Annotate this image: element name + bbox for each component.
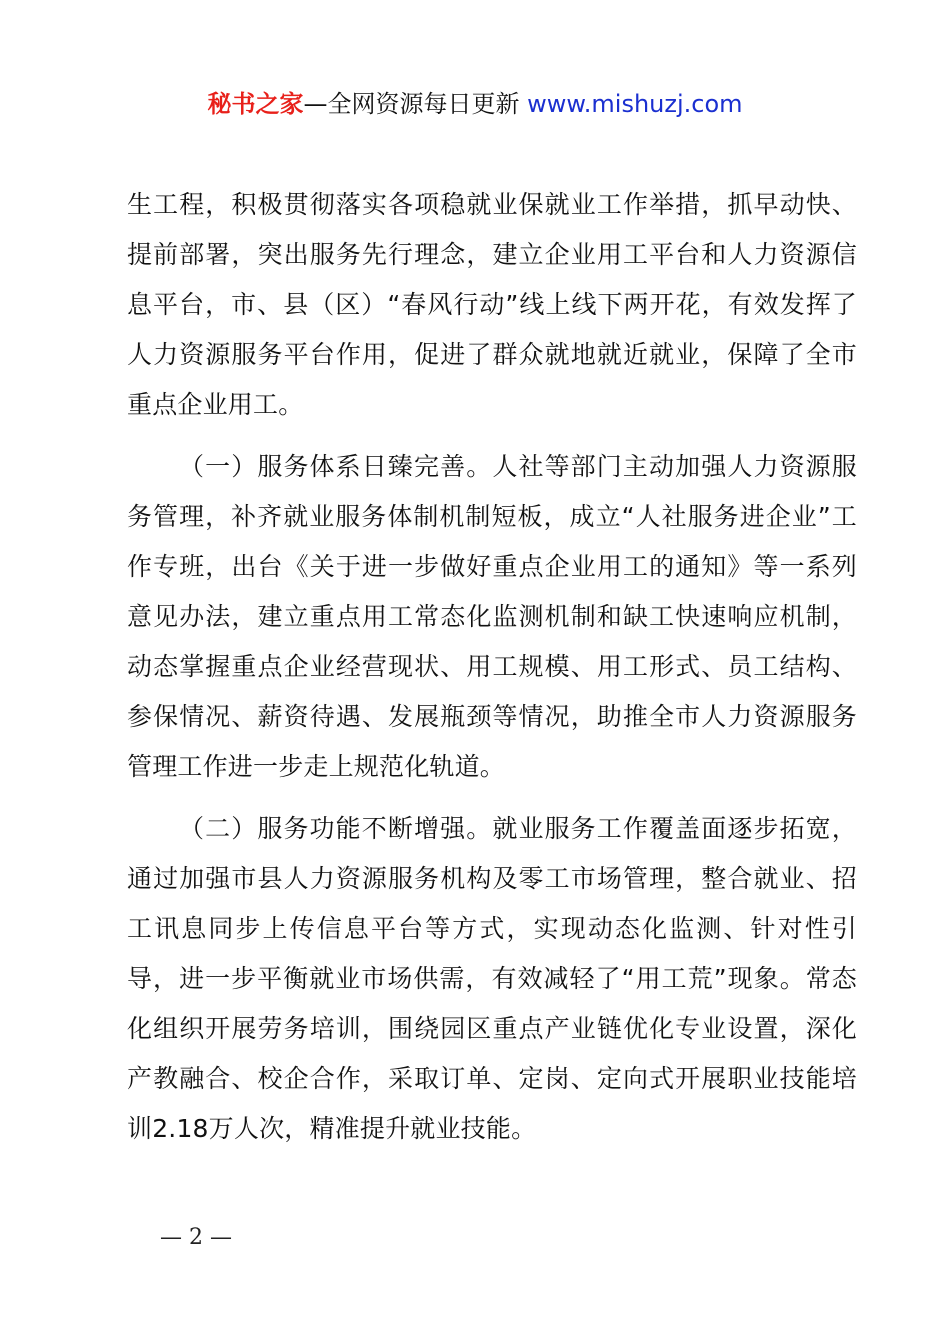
header-tagline: —全网资源每日更新	[303, 90, 528, 118]
site-url-link[interactable]: www.mishuzj.com	[527, 90, 743, 118]
body-paragraph-3: （二）服务功能不断增强。就业服务工作覆盖面逐步拓宽，通过加强市县人力资源服务机构及零工市场管理，整合就业、招工讯息同步上传信息平台等方式，实现动态化监测、针对性引导，进一步平衡就业市场供需，有效减轻了“用工荒”现象。常态化组织开展劳务培训，围绕园区重点产业链优化专业设置，深化产教融合、校企合作，采取订单、定岗、定向式开展职业技能培训2.18万人次，精准提升就业技能。	[127, 814, 857, 1143]
body-paragraph-1: 生工程，积极贯彻落实各项稳就业保就业工作举措，抓早动快、提前部署，突出服务先行理念，建立企业用工平台和人力资源信息平台，市、县（区）“春风行动”线上线下两开花，有效发挥了人力资源服务平台作用，促进了群众就地就近就业，保障了全市重点企业用工。	[127, 190, 857, 419]
body-paragraph-2: （一）服务体系日臻完善。人社等部门主动加强人力资源服务管理，补齐就业服务体制机制短板，成立“人社服务进企业”工作专班，出台《关于进一步做好重点企业用工的通知》等一系列意见办法，建立重点用工常态化监测机制和缺工快速响应机制，动态掌握重点企业经营现状、用工规模、用工形式、员工结构、参保情况、薪资待遇、发展瓶颈等情况，助推全市人力资源服务管理工作进一步走上规范化轨道。	[127, 452, 857, 781]
page-number: — 2 —	[160, 1225, 232, 1250]
page-header	[0, 86, 950, 122]
brand-name: 秘书之家	[207, 90, 304, 118]
document-body	[127, 180, 857, 1166]
